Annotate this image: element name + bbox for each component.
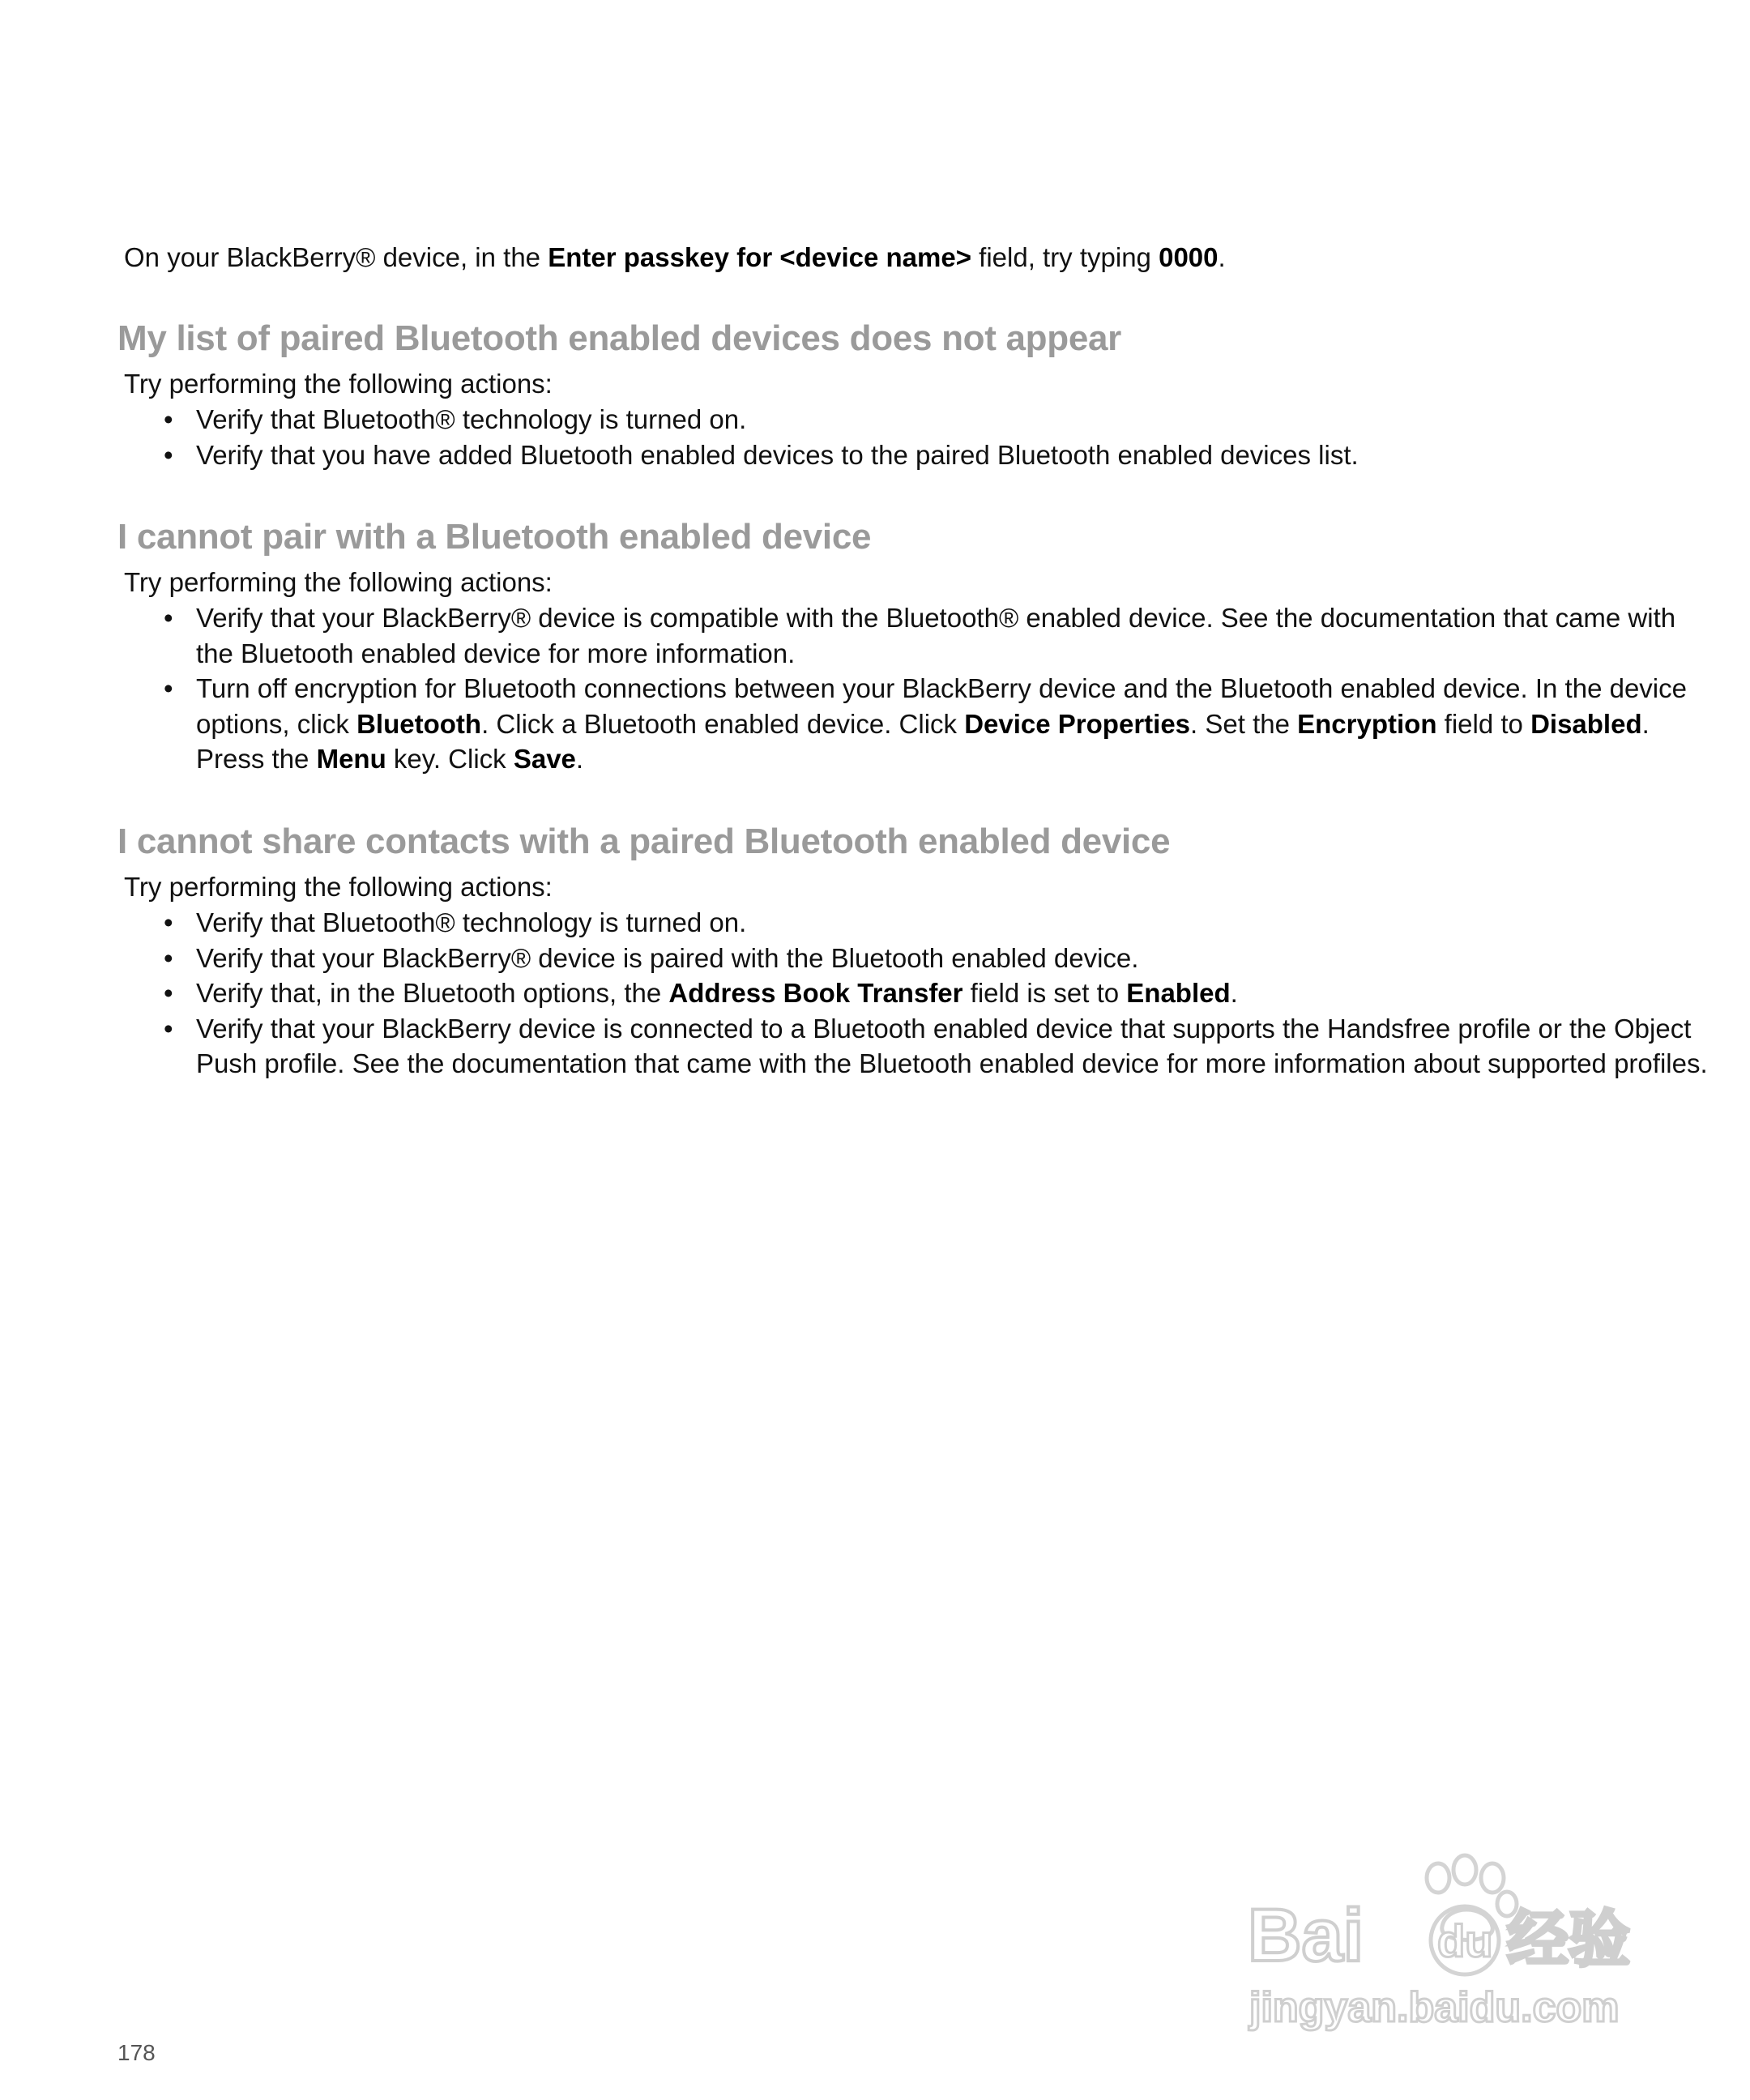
text: . Click a Bluetooth enabled device. Click [481,708,965,739]
text: . Press the [196,708,1650,774]
bullet: • [164,907,173,937]
list-item [164,402,1719,438]
list-item [164,438,1719,473]
text: field to [1436,708,1531,739]
section-lead: Try performing the following actions: [124,369,553,399]
bold-text: Enabled [1126,978,1231,1008]
bold-text: Encryption [1297,708,1437,739]
section-heading: I cannot pair with a Bluetooth enabled device [117,517,872,557]
section-lead: Try performing the following actions: [124,872,553,902]
page-number: 178 [117,2040,156,2065]
list-item [164,671,1719,777]
section-heading: I cannot share contacts with a paired Bluetooth enabled device [117,822,1171,861]
section-lead: Try performing the following actions: [124,567,553,597]
list-item [164,941,1719,976]
text: . [1218,242,1226,272]
text: Verify that you have added Bluetooth enabled devices to the paired Bluetooth enabled devices list. [196,439,1359,470]
text: . [575,744,584,774]
text: Verify that your BlackBerry device is connected to a Bluetooth enabled device that supports the Handsfree profile or the Object Push profile. See the documentation that came with the Bluetooth enabled device for more information about supported profiles. [196,1013,1708,1078]
list-item [164,1011,1719,1082]
bullet: • [164,603,173,633]
list-item [164,905,1719,941]
text: Verify that, in the Bluetooth options, the [196,978,669,1008]
bullet: • [164,673,173,703]
bullet: • [164,942,173,973]
bullet: • [164,1013,173,1044]
text: Verify that your BlackBerry® device is compatible with the Bluetooth® enabled device. See the documentation that came with the Bluetooth enabled device for more information. [196,603,1676,668]
bold-text: Bluetooth [356,708,482,739]
bullet-list [117,600,1687,777]
bullet-list [117,402,1657,472]
text: Verify that Bluetooth® technology is turned on. [196,404,747,434]
bullet-list [117,905,1708,1082]
svg-text:Bai: Bai [1248,1894,1364,1977]
svg-text:jingyan.baidu.com: jingyan.baidu.com [1249,1984,1620,2031]
bullet: • [164,978,173,1008]
bold-text: 0000 [1159,242,1219,272]
section-heading: My list of paired Bluetooth enabled devices does not appear [117,318,1121,358]
list-item [164,975,1719,1011]
text: key. Click [386,744,514,774]
bold-text: Device Properties [964,708,1191,739]
bullet: • [164,404,173,434]
text: field is set to [962,978,1127,1008]
bold-text: Disabled [1530,708,1642,739]
text: . [1230,978,1238,1008]
section-share-contacts [117,819,1708,1082]
text: . Set the [1190,708,1298,739]
bold-text: Enter passkey for <device name> [548,242,971,272]
bold-text: Menu [316,744,386,774]
bullet: • [164,439,173,470]
bold-text: Address Book Transfer [668,978,963,1008]
baidu-watermark-logo [1240,1839,1661,2034]
text: Verify that your BlackBerry® device is paired with the Bluetooth enabled device. [196,942,1139,973]
section-cannot-pair [117,514,1687,777]
list-item [164,600,1719,671]
svg-text:du: du [1437,1915,1493,1966]
section-paired-list [117,316,1657,472]
text: Turn off encryption for Bluetooth connections between your BlackBerry device and the Bluetooth enabled device. In the device options, click [196,673,1687,739]
text: On your BlackBerry® device, in the [124,242,548,272]
bold-text: Save [513,744,576,774]
intro-paragraph [124,240,1663,275]
text: field, try typing [971,242,1159,272]
svg-text:经验: 经验 [1507,1903,1630,1975]
text: Verify that Bluetooth® technology is turned on. [196,907,747,937]
